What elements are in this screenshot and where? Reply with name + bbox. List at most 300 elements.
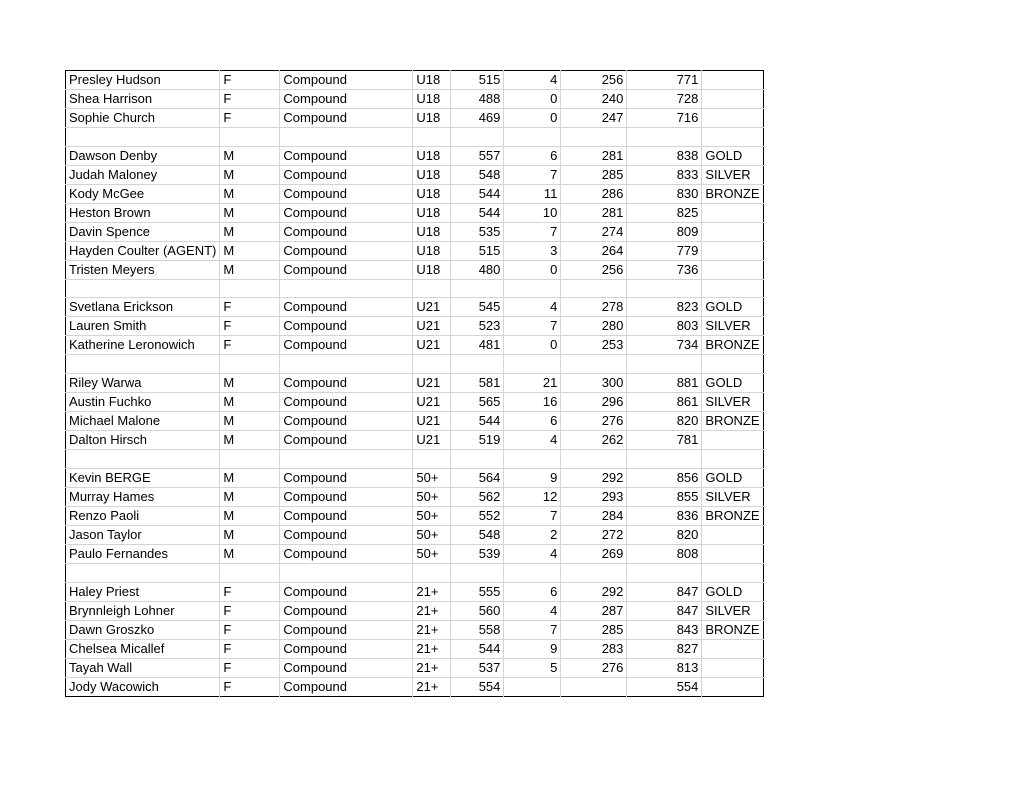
gender-cell[interactable]: M <box>220 525 280 544</box>
total-cell[interactable] <box>627 563 702 582</box>
second-score-cell[interactable]: 281 <box>561 203 627 222</box>
bow-type-cell[interactable] <box>280 355 413 374</box>
score-cell[interactable]: 535 <box>451 222 504 241</box>
gender-cell[interactable]: M <box>220 412 280 431</box>
x-count-cell[interactable]: 4 <box>504 298 561 317</box>
score-cell[interactable]: 515 <box>451 241 504 260</box>
second-score-cell[interactable] <box>561 563 627 582</box>
award-cell[interactable] <box>702 658 763 677</box>
gender-cell[interactable]: M <box>220 393 280 412</box>
award-cell[interactable]: GOLD <box>702 146 763 165</box>
total-cell[interactable] <box>627 450 702 469</box>
athlete-name-cell[interactable] <box>66 128 220 147</box>
age-class-cell[interactable]: 50+ <box>413 468 451 487</box>
award-cell[interactable]: SILVER <box>702 317 763 336</box>
score-cell[interactable]: 544 <box>451 203 504 222</box>
award-cell[interactable] <box>702 222 763 241</box>
athlete-name-cell[interactable]: Dawson Denby <box>66 146 220 165</box>
age-class-cell[interactable]: 50+ <box>413 544 451 563</box>
score-cell[interactable]: 544 <box>451 412 504 431</box>
score-cell[interactable]: 545 <box>451 298 504 317</box>
total-cell[interactable]: 554 <box>627 677 702 696</box>
bow-type-cell[interactable]: Compound <box>280 658 413 677</box>
score-cell[interactable]: 557 <box>451 146 504 165</box>
total-cell[interactable] <box>627 279 702 298</box>
score-cell[interactable]: 565 <box>451 393 504 412</box>
score-cell[interactable]: 515 <box>451 71 504 90</box>
second-score-cell[interactable]: 256 <box>561 260 627 279</box>
age-class-cell[interactable] <box>413 563 451 582</box>
score-cell[interactable]: 519 <box>451 431 504 450</box>
gender-cell[interactable]: F <box>220 620 280 639</box>
age-class-cell[interactable]: U21 <box>413 393 451 412</box>
x-count-cell[interactable] <box>504 450 561 469</box>
score-cell[interactable] <box>451 450 504 469</box>
score-cell[interactable]: 544 <box>451 639 504 658</box>
award-cell[interactable]: SILVER <box>702 393 763 412</box>
gender-cell[interactable]: F <box>220 109 280 128</box>
bow-type-cell[interactable]: Compound <box>280 620 413 639</box>
age-class-cell[interactable]: U18 <box>413 241 451 260</box>
bow-type-cell[interactable]: Compound <box>280 468 413 487</box>
total-cell[interactable]: 847 <box>627 582 702 601</box>
athlete-name-cell[interactable]: Jody Wacowich <box>66 677 220 696</box>
second-score-cell[interactable]: 296 <box>561 393 627 412</box>
athlete-name-cell[interactable] <box>66 355 220 374</box>
score-cell[interactable]: 581 <box>451 374 504 393</box>
x-count-cell[interactable]: 7 <box>504 620 561 639</box>
score-cell[interactable]: 555 <box>451 582 504 601</box>
age-class-cell[interactable]: U21 <box>413 431 451 450</box>
total-cell[interactable]: 855 <box>627 487 702 506</box>
age-class-cell[interactable]: 50+ <box>413 506 451 525</box>
age-class-cell[interactable] <box>413 128 451 147</box>
x-count-cell[interactable]: 9 <box>504 639 561 658</box>
score-cell[interactable]: 469 <box>451 109 504 128</box>
total-cell[interactable]: 820 <box>627 412 702 431</box>
age-class-cell[interactable]: 21+ <box>413 677 451 696</box>
athlete-name-cell[interactable]: Haley Priest <box>66 582 220 601</box>
total-cell[interactable]: 838 <box>627 146 702 165</box>
gender-cell[interactable]: M <box>220 544 280 563</box>
x-count-cell[interactable]: 5 <box>504 658 561 677</box>
second-score-cell[interactable]: 272 <box>561 525 627 544</box>
athlete-name-cell[interactable]: Svetlana Erickson <box>66 298 220 317</box>
gender-cell[interactable]: M <box>220 203 280 222</box>
second-score-cell[interactable]: 274 <box>561 222 627 241</box>
athlete-name-cell[interactable]: Heston Brown <box>66 203 220 222</box>
age-class-cell[interactable] <box>413 355 451 374</box>
bow-type-cell[interactable]: Compound <box>280 241 413 260</box>
age-class-cell[interactable]: U21 <box>413 336 451 355</box>
age-class-cell[interactable]: U21 <box>413 298 451 317</box>
x-count-cell[interactable]: 7 <box>504 317 561 336</box>
bow-type-cell[interactable]: Compound <box>280 222 413 241</box>
x-count-cell[interactable]: 2 <box>504 525 561 544</box>
award-cell[interactable]: SILVER <box>702 165 763 184</box>
score-cell[interactable] <box>451 279 504 298</box>
total-cell[interactable]: 830 <box>627 184 702 203</box>
total-cell[interactable]: 808 <box>627 544 702 563</box>
gender-cell[interactable] <box>220 355 280 374</box>
athlete-name-cell[interactable] <box>66 279 220 298</box>
award-cell[interactable] <box>702 90 763 109</box>
x-count-cell[interactable]: 4 <box>504 431 561 450</box>
bow-type-cell[interactable]: Compound <box>280 184 413 203</box>
gender-cell[interactable]: M <box>220 374 280 393</box>
gender-cell[interactable]: F <box>220 601 280 620</box>
total-cell[interactable]: 771 <box>627 71 702 90</box>
bow-type-cell[interactable]: Compound <box>280 336 413 355</box>
award-cell[interactable]: BRONZE <box>702 336 763 355</box>
x-count-cell[interactable] <box>504 128 561 147</box>
gender-cell[interactable]: M <box>220 260 280 279</box>
x-count-cell[interactable]: 6 <box>504 582 561 601</box>
second-score-cell[interactable]: 300 <box>561 374 627 393</box>
gender-cell[interactable] <box>220 279 280 298</box>
x-count-cell[interactable] <box>504 279 561 298</box>
second-score-cell[interactable] <box>561 279 627 298</box>
age-class-cell[interactable]: U21 <box>413 317 451 336</box>
gender-cell[interactable]: M <box>220 165 280 184</box>
total-cell[interactable]: 825 <box>627 203 702 222</box>
athlete-name-cell[interactable]: Tayah Wall <box>66 658 220 677</box>
age-class-cell[interactable]: U18 <box>413 184 451 203</box>
second-score-cell[interactable] <box>561 450 627 469</box>
gender-cell[interactable]: M <box>220 146 280 165</box>
gender-cell[interactable]: M <box>220 184 280 203</box>
athlete-name-cell[interactable] <box>66 450 220 469</box>
gender-cell[interactable]: F <box>220 71 280 90</box>
award-cell[interactable] <box>702 450 763 469</box>
second-score-cell[interactable]: 276 <box>561 412 627 431</box>
score-cell[interactable]: 558 <box>451 620 504 639</box>
x-count-cell[interactable]: 0 <box>504 336 561 355</box>
score-cell[interactable]: 523 <box>451 317 504 336</box>
second-score-cell[interactable]: 276 <box>561 658 627 677</box>
total-cell[interactable]: 847 <box>627 601 702 620</box>
x-count-cell[interactable]: 11 <box>504 184 561 203</box>
award-cell[interactable] <box>702 109 763 128</box>
x-count-cell[interactable]: 0 <box>504 109 561 128</box>
second-score-cell[interactable] <box>561 128 627 147</box>
athlete-name-cell[interactable]: Hayden Coulter (AGENT) <box>66 241 220 260</box>
athlete-name-cell[interactable]: Sophie Church <box>66 109 220 128</box>
athlete-name-cell[interactable]: Kody McGee <box>66 184 220 203</box>
x-count-cell[interactable]: 7 <box>504 506 561 525</box>
second-score-cell[interactable]: 292 <box>561 582 627 601</box>
second-score-cell[interactable]: 293 <box>561 487 627 506</box>
x-count-cell[interactable]: 10 <box>504 203 561 222</box>
award-cell[interactable]: SILVER <box>702 487 763 506</box>
second-score-cell[interactable]: 253 <box>561 336 627 355</box>
x-count-cell[interactable]: 12 <box>504 487 561 506</box>
age-class-cell[interactable]: U18 <box>413 71 451 90</box>
x-count-cell[interactable]: 21 <box>504 374 561 393</box>
age-class-cell[interactable] <box>413 450 451 469</box>
x-count-cell[interactable]: 3 <box>504 241 561 260</box>
award-cell[interactable] <box>702 431 763 450</box>
bow-type-cell[interactable]: Compound <box>280 677 413 696</box>
bow-type-cell[interactable]: Compound <box>280 393 413 412</box>
second-score-cell[interactable]: 280 <box>561 317 627 336</box>
age-class-cell[interactable]: 21+ <box>413 620 451 639</box>
award-cell[interactable]: BRONZE <box>702 412 763 431</box>
gender-cell[interactable]: M <box>220 468 280 487</box>
athlete-name-cell[interactable]: Renzo Paoli <box>66 506 220 525</box>
total-cell[interactable]: 809 <box>627 222 702 241</box>
age-class-cell[interactable]: U18 <box>413 203 451 222</box>
x-count-cell[interactable]: 6 <box>504 412 561 431</box>
gender-cell[interactable]: F <box>220 298 280 317</box>
x-count-cell[interactable]: 7 <box>504 222 561 241</box>
total-cell[interactable]: 833 <box>627 165 702 184</box>
bow-type-cell[interactable]: Compound <box>280 109 413 128</box>
bow-type-cell[interactable]: Compound <box>280 544 413 563</box>
athlete-name-cell[interactable]: Austin Fuchko <box>66 393 220 412</box>
bow-type-cell[interactable]: Compound <box>280 412 413 431</box>
award-cell[interactable] <box>702 525 763 544</box>
second-score-cell[interactable]: 284 <box>561 506 627 525</box>
table-body <box>66 71 764 697</box>
bow-type-cell[interactable]: Compound <box>280 506 413 525</box>
gender-cell[interactable]: M <box>220 487 280 506</box>
age-class-cell[interactable]: U18 <box>413 165 451 184</box>
gender-cell[interactable]: M <box>220 506 280 525</box>
bow-type-cell[interactable]: Compound <box>280 525 413 544</box>
bow-type-cell[interactable] <box>280 450 413 469</box>
gender-cell[interactable]: F <box>220 658 280 677</box>
x-count-cell[interactable]: 4 <box>504 71 561 90</box>
gender-cell[interactable]: M <box>220 222 280 241</box>
athlete-name-cell[interactable]: Dalton Hirsch <box>66 431 220 450</box>
age-class-cell[interactable]: U21 <box>413 412 451 431</box>
age-class-cell[interactable]: U21 <box>413 374 451 393</box>
bow-type-cell[interactable]: Compound <box>280 260 413 279</box>
x-count-cell[interactable]: 4 <box>504 544 561 563</box>
x-count-cell[interactable]: 4 <box>504 601 561 620</box>
total-cell[interactable]: 728 <box>627 90 702 109</box>
award-cell[interactable] <box>702 279 763 298</box>
age-class-cell[interactable]: 21+ <box>413 601 451 620</box>
award-cell[interactable] <box>702 355 763 374</box>
second-score-cell[interactable]: 286 <box>561 184 627 203</box>
age-class-cell[interactable] <box>413 279 451 298</box>
total-cell[interactable]: 820 <box>627 525 702 544</box>
athlete-name-cell[interactable]: Michael Malone <box>66 412 220 431</box>
age-class-cell[interactable]: 50+ <box>413 487 451 506</box>
award-cell[interactable] <box>702 260 763 279</box>
bow-type-cell[interactable]: Compound <box>280 487 413 506</box>
score-cell[interactable]: 481 <box>451 336 504 355</box>
score-cell[interactable]: 552 <box>451 506 504 525</box>
score-cell[interactable]: 480 <box>451 260 504 279</box>
x-count-cell[interactable]: 6 <box>504 146 561 165</box>
total-cell[interactable]: 803 <box>627 317 702 336</box>
second-score-cell[interactable]: 283 <box>561 639 627 658</box>
second-score-cell[interactable]: 264 <box>561 241 627 260</box>
athlete-name-cell[interactable]: Dawn Groszko <box>66 620 220 639</box>
x-count-cell[interactable] <box>504 355 561 374</box>
x-count-cell[interactable]: 9 <box>504 468 561 487</box>
total-cell[interactable]: 823 <box>627 298 702 317</box>
second-score-cell[interactable]: 287 <box>561 601 627 620</box>
award-cell[interactable] <box>702 544 763 563</box>
second-score-cell[interactable]: 240 <box>561 90 627 109</box>
second-score-cell[interactable]: 269 <box>561 544 627 563</box>
award-cell[interactable] <box>702 128 763 147</box>
gender-cell[interactable]: F <box>220 336 280 355</box>
athlete-name-cell[interactable]: Presley Hudson <box>69 72 161 87</box>
second-score-cell[interactable]: 262 <box>561 431 627 450</box>
award-cell[interactable] <box>702 241 763 260</box>
second-score-cell[interactable] <box>561 355 627 374</box>
score-cell[interactable]: 488 <box>451 90 504 109</box>
total-cell[interactable]: 716 <box>627 109 702 128</box>
x-count-cell[interactable]: 0 <box>504 260 561 279</box>
gender-cell[interactable]: M <box>220 431 280 450</box>
athlete-name-cell[interactable]: Chelsea Micallef <box>66 639 220 658</box>
score-cell[interactable] <box>451 563 504 582</box>
bow-type-cell[interactable]: Compound <box>280 298 413 317</box>
bow-type-cell[interactable]: Compound <box>280 374 413 393</box>
athlete-name-cell[interactable]: Brynnleigh Lohner <box>66 601 220 620</box>
athlete-name-cell[interactable]: Judah Maloney <box>66 165 220 184</box>
age-class-cell[interactable]: U18 <box>413 260 451 279</box>
award-cell[interactable] <box>702 203 763 222</box>
total-cell[interactable]: 781 <box>627 431 702 450</box>
bow-type-cell[interactable] <box>280 279 413 298</box>
athlete-name-cell[interactable]: Riley Warwa <box>66 374 220 393</box>
gender-cell[interactable] <box>220 128 280 147</box>
bow-type-cell[interactable]: Compound <box>280 639 413 658</box>
total-cell[interactable]: 856 <box>627 468 702 487</box>
bow-type-cell[interactable]: Compound <box>280 203 413 222</box>
second-score-cell[interactable]: 278 <box>561 298 627 317</box>
athlete-name-cell[interactable]: Shea Harrison <box>66 90 220 109</box>
award-cell[interactable]: BRONZE <box>702 506 763 525</box>
second-score-cell[interactable] <box>561 677 627 696</box>
bow-type-cell[interactable]: Compound <box>280 601 413 620</box>
second-score-cell[interactable]: 281 <box>561 146 627 165</box>
second-score-cell[interactable]: 247 <box>561 109 627 128</box>
athlete-name-cell[interactable]: Tristen Meyers <box>66 260 220 279</box>
award-cell[interactable]: GOLD <box>702 468 763 487</box>
age-class-cell[interactable]: 21+ <box>413 639 451 658</box>
total-cell[interactable]: 836 <box>627 506 702 525</box>
gender-cell[interactable]: F <box>220 677 280 696</box>
age-class-cell[interactable]: U18 <box>413 222 451 241</box>
athlete-name-cell[interactable]: Davin Spence <box>66 222 220 241</box>
score-cell[interactable] <box>451 355 504 374</box>
award-cell[interactable]: GOLD <box>702 582 763 601</box>
bow-type-cell[interactable]: Compound <box>280 146 413 165</box>
bow-type-cell[interactable]: Compound <box>280 71 413 90</box>
second-score-cell[interactable]: 285 <box>561 165 627 184</box>
total-cell[interactable]: 736 <box>627 260 702 279</box>
age-class-cell[interactable]: 50+ <box>413 525 451 544</box>
score-cell[interactable]: 564 <box>451 468 504 487</box>
table-row <box>66 487 764 506</box>
age-class-cell[interactable]: U18 <box>413 90 451 109</box>
x-count-cell[interactable] <box>504 677 561 696</box>
spacer-row <box>66 128 764 147</box>
score-cell[interactable]: 537 <box>451 658 504 677</box>
x-count-cell[interactable] <box>504 563 561 582</box>
age-class-cell[interactable]: U18 <box>413 109 451 128</box>
total-cell[interactable]: 881 <box>627 374 702 393</box>
award-cell[interactable]: SILVER <box>702 601 763 620</box>
second-score-cell[interactable]: 285 <box>561 620 627 639</box>
x-count-cell[interactable]: 16 <box>504 393 561 412</box>
gender-cell[interactable]: F <box>220 639 280 658</box>
gender-cell[interactable]: F <box>220 317 280 336</box>
total-cell[interactable]: 861 <box>627 393 702 412</box>
gender-cell[interactable]: F <box>220 90 280 109</box>
bow-type-cell[interactable]: Compound <box>280 165 413 184</box>
athlete-name-cell[interactable]: Murray Hames <box>66 487 220 506</box>
score-cell[interactable]: 562 <box>451 487 504 506</box>
gender-cell[interactable]: F <box>220 582 280 601</box>
award-cell[interactable]: GOLD <box>702 298 763 317</box>
second-score-cell[interactable]: 256 <box>561 71 627 90</box>
athlete-name-cell[interactable]: Paulo Fernandes <box>66 544 220 563</box>
second-score-cell[interactable]: 292 <box>561 468 627 487</box>
award-cell[interactable]: BRONZE <box>702 184 763 203</box>
score-cell[interactable]: 554 <box>451 677 504 696</box>
total-cell[interactable] <box>627 355 702 374</box>
total-cell[interactable]: 827 <box>627 639 702 658</box>
x-count-cell[interactable]: 0 <box>504 90 561 109</box>
athlete-name-cell[interactable]: Lauren Smith <box>66 317 220 336</box>
gender-cell[interactable]: M <box>220 241 280 260</box>
award-cell[interactable] <box>702 639 763 658</box>
score-cell[interactable]: 544 <box>451 184 504 203</box>
athlete-name-cell[interactable]: Kevin BERGE <box>66 468 220 487</box>
age-class-cell[interactable]: U18 <box>413 146 451 165</box>
award-cell[interactable] <box>702 563 763 582</box>
total-cell[interactable] <box>627 128 702 147</box>
total-cell[interactable]: 734 <box>627 336 702 355</box>
age-class-cell[interactable]: 21+ <box>413 582 451 601</box>
award-cell[interactable]: GOLD <box>702 374 763 393</box>
bow-type-cell[interactable]: Compound <box>280 582 413 601</box>
x-count-cell[interactable]: 7 <box>504 165 561 184</box>
total-cell[interactable]: 843 <box>627 620 702 639</box>
award-cell[interactable]: BRONZE <box>702 620 763 639</box>
score-cell[interactable]: 548 <box>451 525 504 544</box>
score-cell[interactable]: 548 <box>451 165 504 184</box>
award-cell[interactable] <box>702 677 763 696</box>
bow-type-cell[interactable]: Compound <box>280 431 413 450</box>
bow-type-cell[interactable]: Compound <box>280 317 413 336</box>
bow-type-cell[interactable] <box>280 128 413 147</box>
gender-cell[interactable] <box>220 450 280 469</box>
bow-type-cell[interactable]: Compound <box>280 90 413 109</box>
athlete-name-cell[interactable]: Katherine Leronowich <box>66 336 220 355</box>
athlete-name-cell[interactable]: Jason Taylor <box>66 525 220 544</box>
total-cell[interactable]: 813 <box>627 658 702 677</box>
score-cell[interactable]: 539 <box>451 544 504 563</box>
award-cell[interactable] <box>702 71 763 90</box>
score-cell[interactable]: 560 <box>451 601 504 620</box>
gender-cell[interactable] <box>220 563 280 582</box>
total-cell[interactable]: 779 <box>627 241 702 260</box>
bow-type-cell[interactable] <box>280 563 413 582</box>
athlete-name-cell[interactable] <box>66 563 220 582</box>
score-cell[interactable] <box>451 128 504 147</box>
age-class-cell[interactable]: 21+ <box>413 658 451 677</box>
